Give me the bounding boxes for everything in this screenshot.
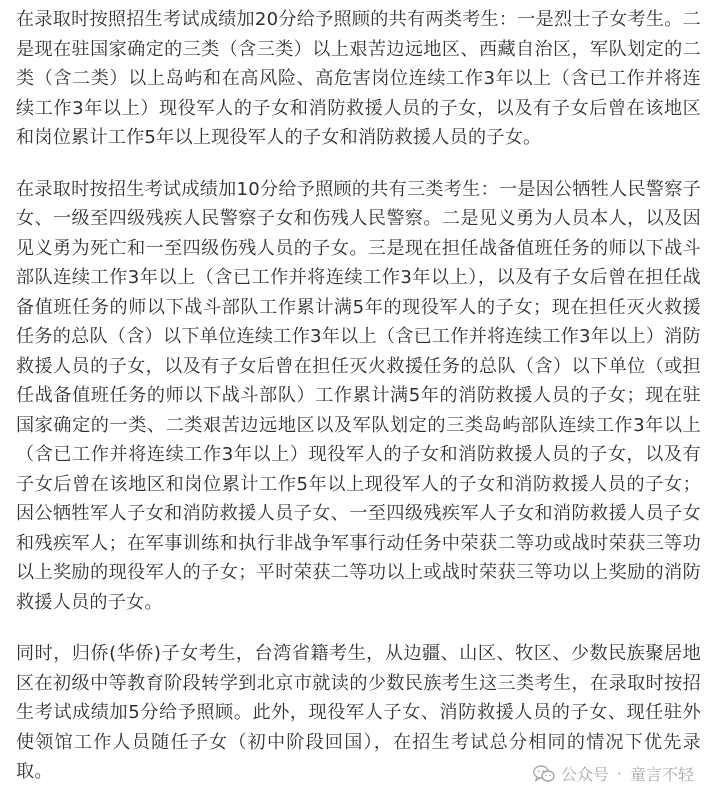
account-watermark bbox=[529, 760, 698, 787]
paragraph-5-points: 同时，归侨(华侨)子女考生，台湾省籍考生，从边疆、山区、牧区、少数民族聚居地区在初级中等教育阶段转学到北京市就读的少数民族考生这三类考生，在录取时按招生考试成绩加5分给予照顾。此外，现役军人子女、消防救援人员的子女、现任驻外使领馆工作人员随任子女（初中阶段回国），在招生考试总分相同的情况下优先录取。 bbox=[16, 643, 701, 782]
paragraph-20-points: 在录取时按照招生考试成绩加20分给予照顾的共有两类考生：一是烈士子女考生。二是现在驻国家确定的三类（含三类）以上艰苦边远地区、西藏自治区，军队划定的二类（含二类）以上岛屿和在高风险、高危害岗位连续工作3年以上（含已工作并将连续工作3年以上）现役军人的子女和消防救援人员的子女，以及有子女后曾在该地区和岗位累计工作5年以上现役军人的子女和消防救援人员的子女。 bbox=[16, 9, 701, 148]
watermark-account-name: 童言不轻 bbox=[629, 765, 694, 784]
watermark-label: 公众号 bbox=[560, 765, 609, 784]
watermark-separator: · bbox=[616, 764, 622, 783]
paragraph-10-points: 在录取时按招生考试成绩加10分给予照顾的共有三类考生：一是因公牺牲人民警察子女、一级至四级残疾人民警察子女和伤残人民警察。二是见义勇为人员本人，以及因见义勇为死亡和一至四级伤残人员的子女。三是现在担任战备值班任务的师以下战斗部队连续工作3年以上（含已工作并将连续工作3年以上），以及有子女后曾在担任战备值班任务的师以下战斗部队工作累计满5年的现役军人的子女；现在担任灭火救援任务的总队（含）以下单位连续工作3年以上（含已工作并将连续工作3年以上）消防救援人员的子女，以及有子女后曾在担任灭火救援任务的总队（含）以下单位（或担任战备值班任务的师以下战斗部队）工作累计满5年的消防救援人员的子女；现在驻国家确定的一类、二类艰苦边远地区以及军队划定的三类岛屿部队连续工作3年以上（含已工作并将连续工作3年以上）现役军人的子女和消防救援人员的子女，以及有子女后曾在该地区和岗位累计工作5年以上现役军人的子女和消防救援人员的子女；因公牺牲军人子女和消防救援人员子女、一至四级残疾军人子女和消防救援人员子女和残疾军人；在军事训练和执行非战争军事行动任务中荣获二等功或战时荣获三等功以上奖励的现役军人的子女；平时荣获二等功以上或战时荣获三等功以上奖励的消防救援人员的子女。 bbox=[16, 178, 701, 613]
wechat-icon bbox=[533, 765, 555, 783]
